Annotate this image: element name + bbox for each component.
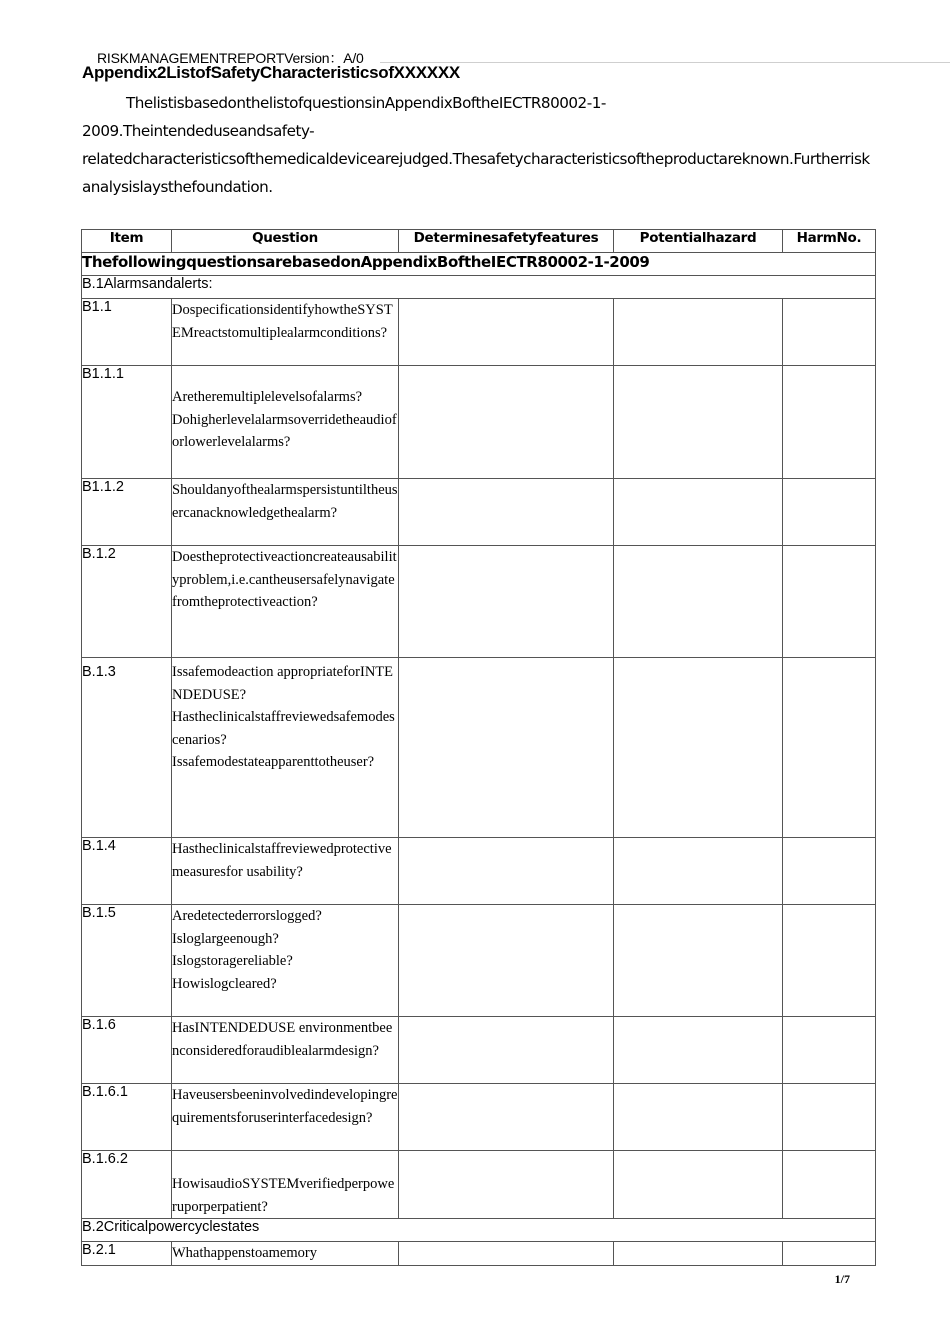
appendix-title: Appendix2ListofSafetyCharacteristicsofXXXXXX — [82, 63, 460, 82]
safety-characteristics-table — [81, 229, 876, 1266]
table-row — [82, 838, 876, 905]
item-cell: B.1.6 — [82, 1017, 172, 1084]
harm-cell — [783, 479, 876, 546]
intro-paragraph — [82, 89, 872, 201]
col-header-features: Determinesafetyfeatures — [399, 230, 614, 253]
item-cell: B.1.4 — [82, 838, 172, 905]
hazard-cell — [614, 479, 783, 546]
hazard-cell — [614, 299, 783, 366]
header-divider — [380, 62, 950, 63]
features-cell — [399, 838, 614, 905]
col-header-item: Item — [82, 230, 172, 253]
harm-cell — [783, 658, 876, 838]
intro-line-3: relatedcharacteristicsofthemedicaldevicearejudged.Thesafetycharacteristicsoftheproductareknown.Furtherriskanalysislaysthefoundation. — [82, 150, 870, 196]
section-row — [82, 276, 876, 299]
harm-cell — [783, 546, 876, 658]
banner-row — [82, 253, 876, 276]
features-cell — [399, 658, 614, 838]
features-cell — [399, 366, 614, 479]
col-header-question: Question — [172, 230, 399, 253]
harm-cell — [783, 1084, 876, 1151]
section-title: B.1Alarmsandalerts: — [82, 276, 876, 299]
table-row — [82, 1017, 876, 1084]
hazard-cell — [614, 1242, 783, 1266]
features-cell — [399, 905, 614, 1017]
features-cell — [399, 1084, 614, 1151]
question-cell: DospecificationsidentifyhowtheSYSTEMreactstomultiplealarmconditions? — [172, 299, 399, 366]
hazard-cell — [614, 366, 783, 479]
banner-text: ThefollowingquestionsarebasedonAppendixBoftheIECTR80002-1-2009 — [82, 253, 876, 276]
item-cell: B.1.2 — [82, 546, 172, 658]
question-cell: Aretheremultiplelevelsofalarms? Dohigherlevelalarmsoverridetheaudioforlowerlevelalarms? — [172, 366, 399, 479]
question-cell: Shouldanyofthealarmspersistuntiltheusercanacknowledgethealarm? — [172, 479, 399, 546]
table-row — [82, 479, 876, 546]
features-cell — [399, 1151, 614, 1219]
item-cell: B.1.6.2 — [82, 1151, 172, 1219]
table-row — [82, 299, 876, 366]
table-row — [82, 546, 876, 658]
hazard-cell — [614, 546, 783, 658]
intro-line-1: ThelistisbasedonthelistofquestionsinAppendixBoftheIECTR80002-1- — [126, 94, 606, 112]
item-cell: B.1.3 — [82, 658, 172, 838]
hazard-cell — [614, 905, 783, 1017]
question-cell: Issafemodeaction appropriateforINTENDEDUSE? Hastheclinicalstaffreviewedsafemodescenarios? Issafemodestateapparenttotheuser? — [172, 658, 399, 838]
hazard-cell — [614, 1151, 783, 1219]
features-cell — [399, 1017, 614, 1084]
features-cell — [399, 299, 614, 366]
hazard-cell — [614, 1084, 783, 1151]
col-header-harm: HarmNo. — [783, 230, 876, 253]
hazard-cell — [614, 658, 783, 838]
harm-cell — [783, 1017, 876, 1084]
table-row — [82, 658, 876, 838]
question-cell: Whathappenstoamemory — [172, 1242, 399, 1266]
table-row — [82, 1084, 876, 1151]
page-number: 1/7 — [834, 1272, 850, 1286]
section-row — [82, 1219, 876, 1242]
harm-cell — [783, 299, 876, 366]
features-cell — [399, 546, 614, 658]
item-cell: B.1.6.1 — [82, 1084, 172, 1151]
question-cell: Hastheclinicalstaffreviewedprotectivemeasuresfor usability? — [172, 838, 399, 905]
item-cell: B1.1 — [82, 299, 172, 366]
question-cell: Aredetectederrorslogged? Isloglargeenough? Islogstoragereliable? Howislogcleared? — [172, 905, 399, 1017]
item-cell: B1.1.1 — [82, 366, 172, 479]
hazard-cell — [614, 1017, 783, 1084]
intro-line-2: 2009.Theintendeduseandsafety- — [82, 122, 315, 140]
features-cell — [399, 1242, 614, 1266]
item-cell: B.1.5 — [82, 905, 172, 1017]
item-cell: B.2.1 — [82, 1242, 172, 1266]
table-header-row — [82, 230, 876, 253]
question-cell: HasINTENDEDUSE environmentbeenconsideredforaudiblealarmdesign? — [172, 1017, 399, 1084]
harm-cell — [783, 838, 876, 905]
harm-cell — [783, 1151, 876, 1219]
harm-cell — [783, 366, 876, 479]
table-row — [82, 905, 876, 1017]
harm-cell — [783, 905, 876, 1017]
hazard-cell — [614, 838, 783, 905]
question-cell: HowisaudioSYSTEMverifiedperpoweruporperpatient? — [172, 1151, 399, 1219]
question-cell: Haveusersbeeninvolvedindevelopingrequirementsforuserinterfacedesign? — [172, 1084, 399, 1151]
table-row — [82, 1151, 876, 1219]
harm-cell — [783, 1242, 876, 1266]
report-header: RISKMANAGEMENTREPORTVersion：A/0 — [97, 50, 364, 66]
question-cell: Doestheprotectiveactioncreateausabilityproblem,i.e.cantheusersafelynavigatefromtheprotectiveaction? — [172, 546, 399, 658]
table-row — [82, 366, 876, 479]
section-title: B.2Criticalpowercyclestates — [82, 1219, 876, 1242]
col-header-hazard: Potentialhazard — [614, 230, 783, 253]
table-row — [82, 1242, 876, 1266]
features-cell — [399, 479, 614, 546]
item-cell: B1.1.2 — [82, 479, 172, 546]
